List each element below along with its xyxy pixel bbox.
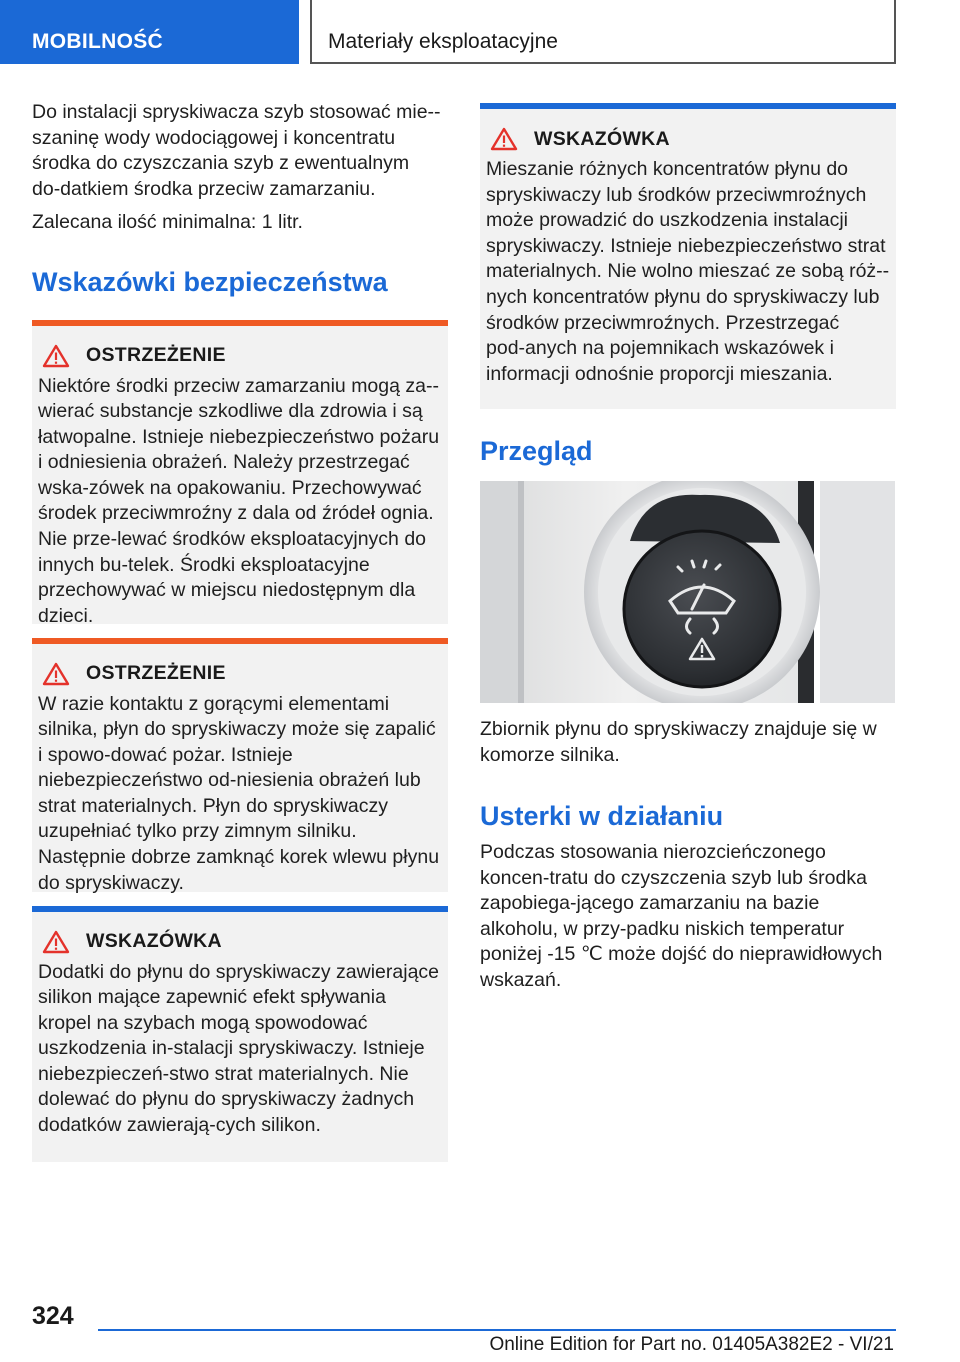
warning-box-title: OSTRZEŻENIE <box>86 662 226 684</box>
warning-box-text: W razie kontaktu z gorącymi elementami silnika, płyn do spryskiwaczy może się zapalić i spowo-dować pożar. Istnieje niebezpieczeństwo od-niesienia obrażeń lub strat materialnych. Płyn do spryskiwaczy uzupełniać tylko przy zimnym silniku. Następnie dobrze zamknąć korek wlewu płynu do spryskiwaczy. <box>38 692 440 894</box>
min-quantity-paragraph: Zalecana ilość minimalna: 1 litr. <box>32 211 303 233</box>
warning-bar <box>32 638 448 644</box>
warning-box-antifreeze <box>32 320 448 627</box>
right-column <box>480 103 896 993</box>
washer-reservoir-photo <box>480 481 895 703</box>
warning-box-text: Niektóre środki przeciw zamarzaniu mogą za-wierać substancje szkodliwe dla zdrowia i są łatwopalne. Istnieje niebezpieczeństwo pożaru i odniesienia obrażeń. Należy przestrzegać wska-zówek na opakowaniu. Przechowywać środek przeciwmroźny z dala od źródeł ognia. Nie prze-lewać środków eksploatacyjnych do innych bu-telek. Środki eksploatacyjne przechowywać w miejscu niedostępnym dla dzieci. <box>38 374 440 627</box>
notice-box-mixing <box>480 103 896 409</box>
warning-triangle-icon <box>490 127 518 151</box>
faults-paragraph: Podczas stosowania nierozcieńczonego koncen-tratu do czyszczenia szyb lub środka zapobiega-jącego zamarzaniu na bazie alkoholu, w przy-padku niskich temperatur poniżej -15 ℃ może dojść do nieprawidłowych wskazań. <box>480 841 883 991</box>
safety-heading: Wskazówki bezpieczeństwa <box>32 266 388 297</box>
warning-bar <box>32 320 448 326</box>
warning-box-fire <box>32 638 448 892</box>
notice-bar <box>480 103 896 109</box>
notice-box-title: WSKAZÓWKA <box>534 127 670 150</box>
intro-paragraph: Do instalacji spryskiwacza szyb stosować mie-szaninę wody wodociągowej i koncentratu środka do czyszczania szyb z ewentualnym do-datkiem środka przeciw zamarzaniu. <box>32 101 441 200</box>
notice-box-silicone <box>32 906 448 1162</box>
left-column <box>32 100 448 1162</box>
overview-heading: Przegląd <box>480 436 593 466</box>
faults-heading: Usterki w działaniu <box>480 801 724 831</box>
warning-triangle-icon <box>42 930 70 954</box>
header-section-tab[interactable]: MOBILNOŚĆ <box>0 0 299 64</box>
footer-edition: Online Edition for Part no. 01405A382E2 - VI/21 <box>489 1334 894 1355</box>
page-number: 324 <box>32 1302 74 1330</box>
washer-fluid-cap-icon <box>480 481 895 703</box>
warning-triangle-icon <box>42 662 70 686</box>
notice-bar <box>32 906 448 912</box>
header-chapter-title: Materiały eksploatacyjne <box>310 0 896 64</box>
notice-box-text: Mieszanie różnych koncentratów płynu do spryskiwaczy lub środków przeciwmroźnych może prowadzić do uszkodzenia instalacji spryskiwaczy. Istnieje niebezpieczeństwo strat materialnych. Nie wolno mieszać ze sobą róż-nych koncentratów płynu do spryskiwaczy lub środków przeciwmroźnych. Przestrzegać pod-anych na pojemnikach wskazówek i informacji odnośnie proporcji mieszania. <box>486 158 890 385</box>
warning-triangle-icon <box>42 344 70 368</box>
notice-box-title: WSKAZÓWKA <box>86 930 222 952</box>
footer-divider <box>98 1329 896 1331</box>
notice-box-text: Dodatki do płynu do spryskiwaczy zawierające silikon mające zapewnić efekt spływania kropel na szybach mogą spowodować uszkodzenia in-stalacji spryskiwaczy. Istnieje niebezpieczeń-stwo strat materialnych. Nie dolewać do płynu do spryskiwaczy żadnych dodatków zawierają-cych silikon. <box>38 960 440 1137</box>
warning-box-title: OSTRZEŻENIE <box>86 344 226 366</box>
photo-caption: Zbiornik płynu do spryskiwaczy znajduje się w komorze silnika. <box>480 718 877 766</box>
